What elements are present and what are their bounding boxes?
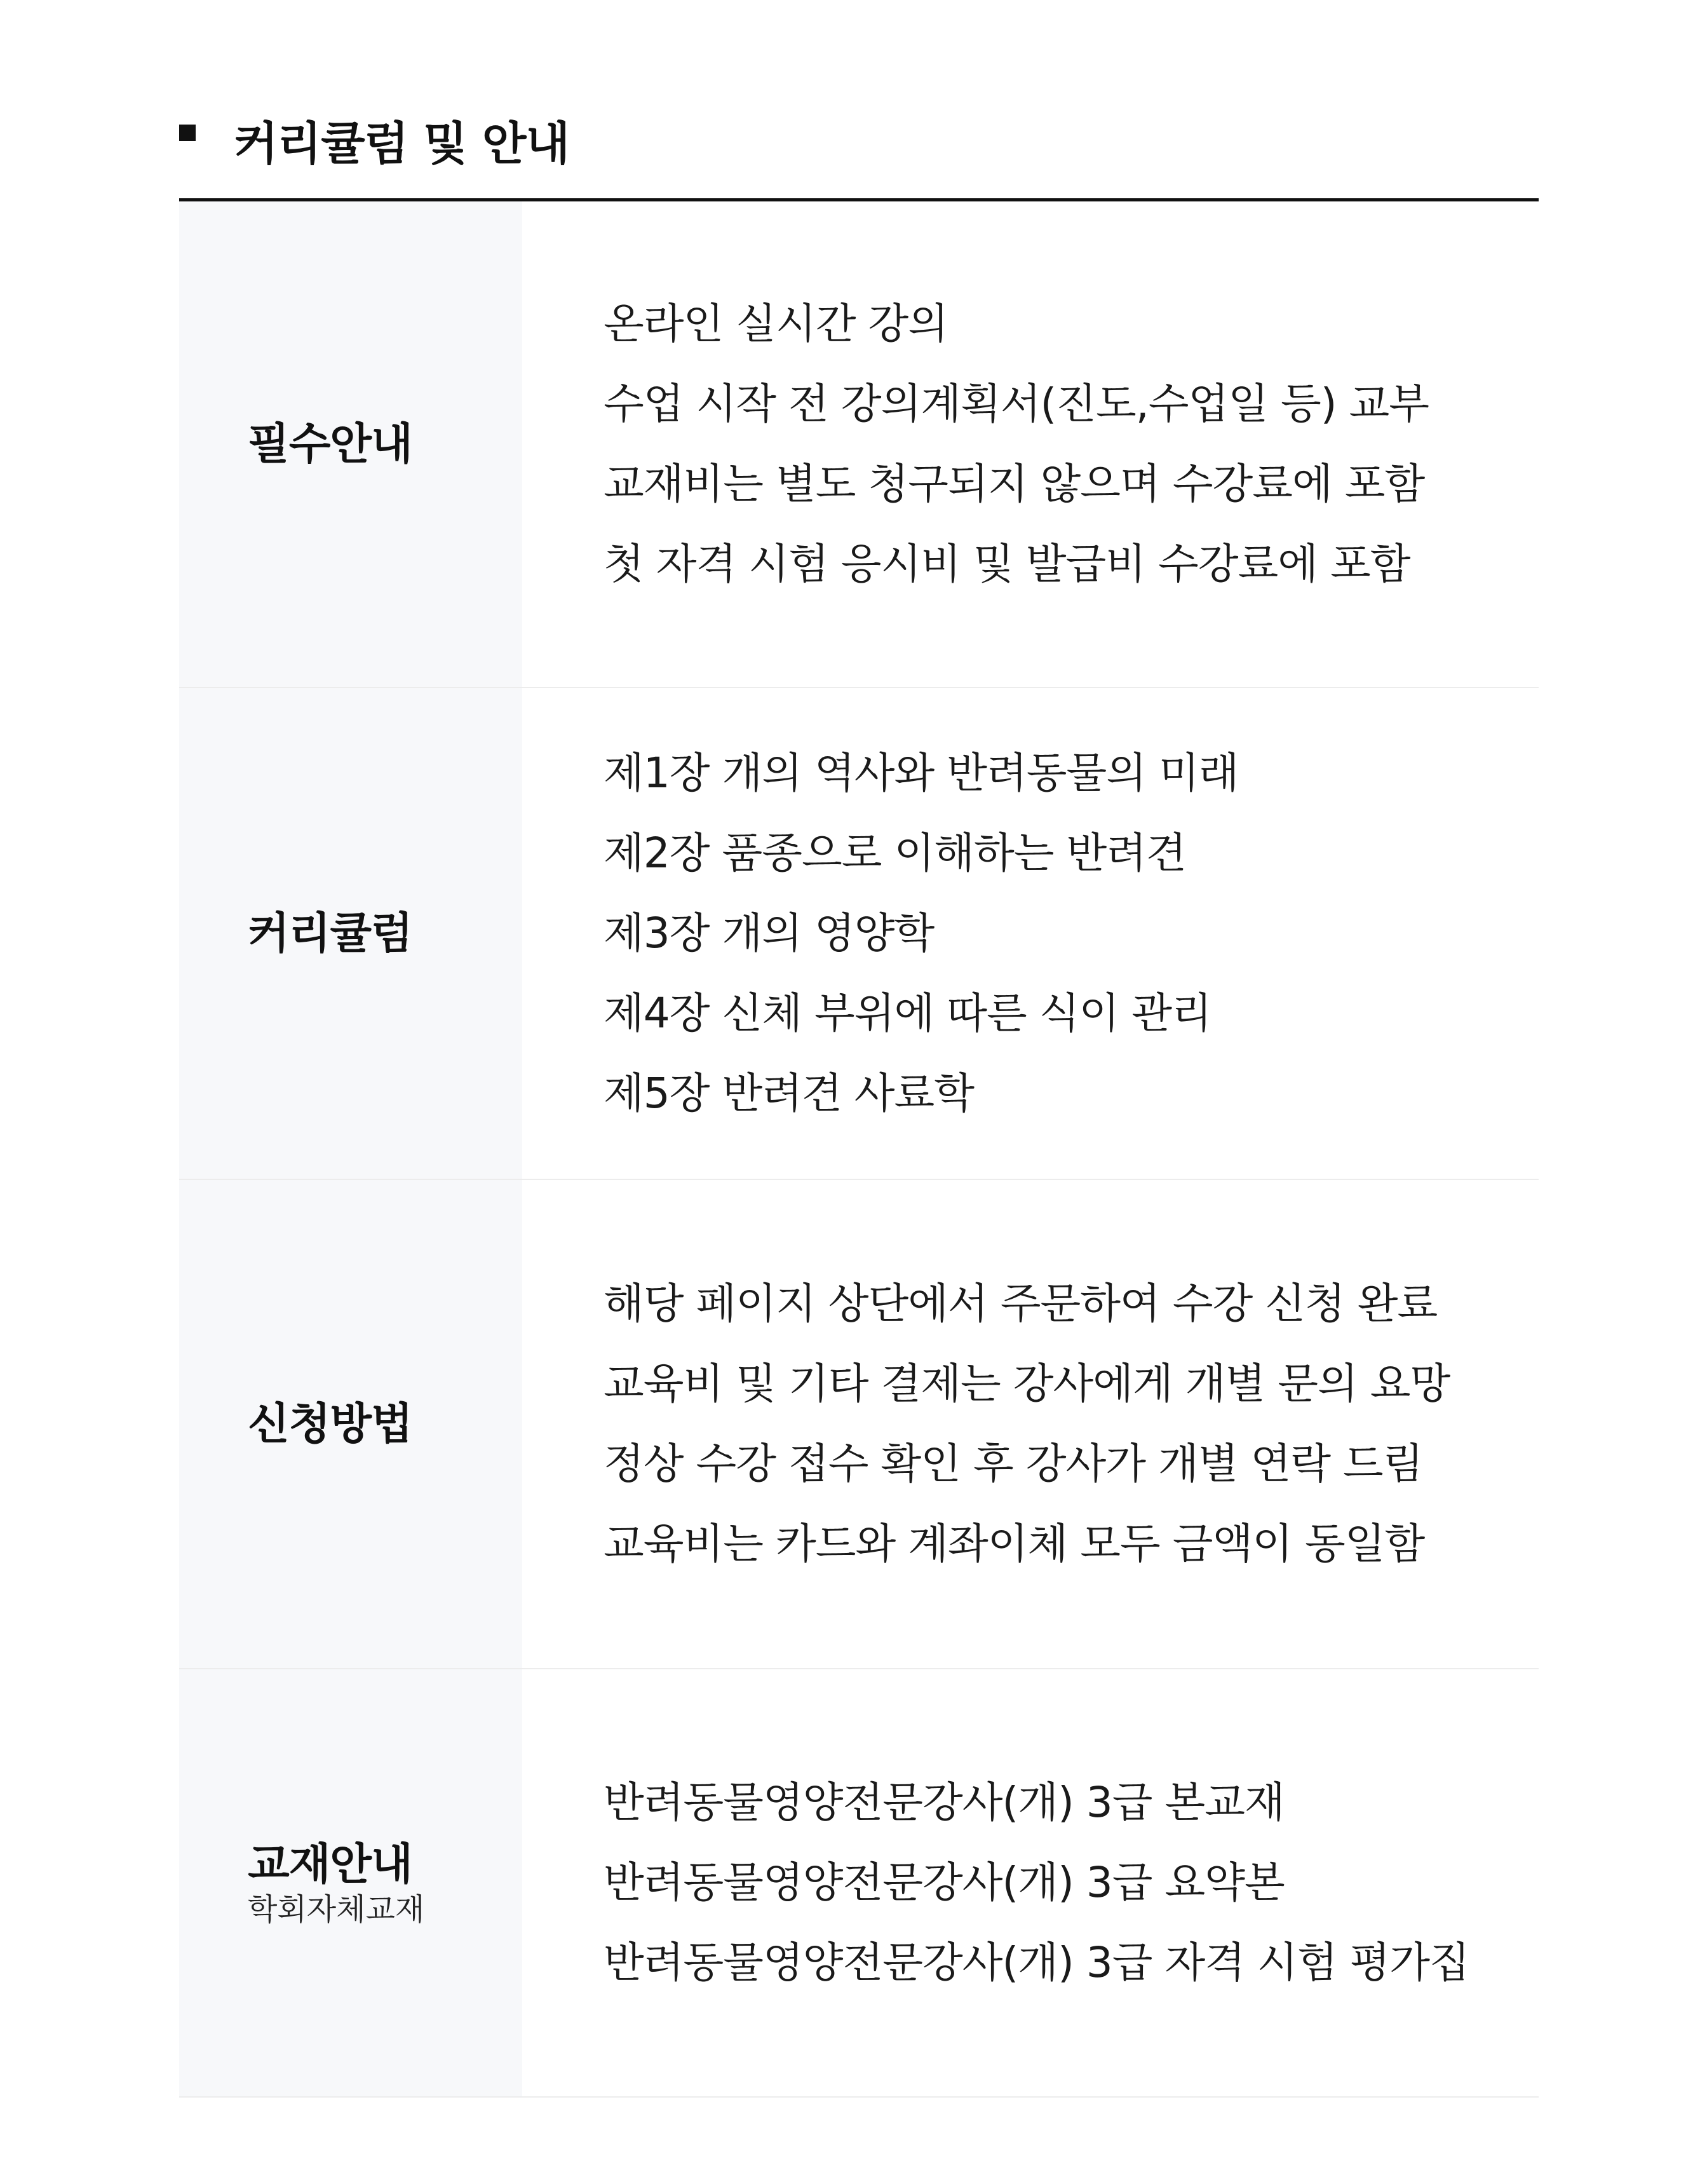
row-label: 신청방법 (248, 1399, 412, 1449)
info-line: 교육비 및 기타 결제는 강사에게 개별 문의 요망 (604, 1359, 1450, 1408)
info-row-required (179, 201, 1539, 688)
textbook-item: 반려동물영양전문강사(개) 3급 요약본 (604, 1858, 1285, 1907)
curriculum-chapter: 제3장 개의 영양학 (604, 909, 934, 958)
info-row-textbook (179, 1669, 1539, 2098)
curriculum-chapter: 제5장 반려견 사료학 (604, 1069, 974, 1118)
info-line: 교육비는 카드와 계좌이체 모두 금액이 동일함 (604, 1519, 1425, 1568)
info-line: 정상 수강 접수 확인 후 강사가 개별 연락 드림 (604, 1439, 1423, 1488)
row-label: 필수안내 (248, 419, 412, 470)
row-content-cell (522, 1180, 1539, 1668)
curriculum-chapter: 제4장 신체 부위에 따른 식이 관리 (604, 989, 1211, 1038)
row-content-cell (522, 688, 1539, 1179)
row-label-cell (179, 688, 522, 1179)
info-row-application (179, 1180, 1539, 1669)
row-sublabel: 학회자체교재 (248, 1891, 425, 1927)
row-label-cell (179, 1669, 522, 2096)
curriculum-chapter: 제2장 품종으로 이해하는 반려견 (604, 829, 1186, 878)
textbook-item: 반려동물영양전문강사(개) 3급 자격 시험 평가집 (604, 1938, 1469, 1987)
row-label: 교재안내 (248, 1839, 412, 1890)
row-label-cell (179, 201, 522, 687)
row-label: 커리큘럼 (248, 908, 412, 959)
info-table (179, 198, 1539, 2098)
row-content-cell (522, 1669, 1539, 2096)
info-row-curriculum (179, 688, 1539, 1180)
info-line: 교재비는 별도 청구되지 않으며 수강료에 포함 (604, 459, 1425, 508)
info-line: 수업 시작 전 강의계획서(진도,수업일 등) 교부 (604, 379, 1429, 428)
info-line: 온라인 실시간 강의 (604, 299, 948, 348)
square-bullet-icon (179, 125, 196, 141)
row-content-cell (522, 201, 1539, 687)
info-line: 첫 자격 시험 응시비 및 발급비 수강료에 포함 (604, 539, 1410, 588)
curriculum-chapter: 제1장 개의 역사와 반려동물의 미래 (604, 749, 1239, 797)
section-header (179, 102, 569, 178)
textbook-item: 반려동물영양전문강사(개) 3급 본교재 (604, 1778, 1285, 1827)
row-label-cell (179, 1180, 522, 1668)
section-title: 커리큘럼 및 안내 (234, 117, 569, 170)
info-line: 해당 페이지 상단에서 주문하여 수강 신청 완료 (604, 1279, 1438, 1328)
